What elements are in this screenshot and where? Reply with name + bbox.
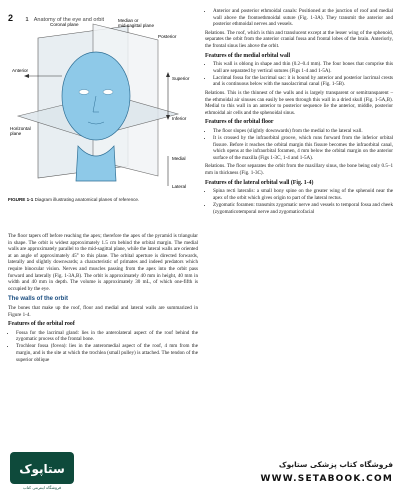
list-item: • Spina recti lateralis: a small bony spine on the greater wing of the sphenoid near the apex of the orbit which gives origin to part of the lateral rectus. [213,188,393,201]
floor-heading: Features of the orbital floor [205,119,274,126]
ethmoidal-list [205,8,393,28]
roof-heading: Features of the orbital roof [8,321,75,328]
website-link[interactable]: WWW.SETABOOK.COM [260,474,393,484]
list-item: • This wall is oblong in shape and thin (0.2–0.4 mm). The four bones that comprise this wall are separated by vertical sutures (Figs 1-4 and 1-5A). [213,61,393,74]
median-label-line1: Median or [118,18,139,23]
left-eye-shape [79,90,89,95]
inferior-arrowhead [166,115,170,120]
figure-caption-label: FIGURE 1-1 [8,197,34,202]
anterior-label: Anterior [12,68,29,73]
walls-heading: The walls of the orbit [8,296,69,303]
inferior-label: Inferior [172,116,187,121]
list-item: • Zygomatic foramen: transmits zygomatic nerve and vessels to temporal fossa and cheek (zygomaticotemporal nerve and zygomaticofacial [213,202,393,215]
medial-wall-heading: Features of the medial orbital wall [205,52,291,59]
list-item: • Lacrimal fossa for the lacrimal sac: it is bound by anterior and posterior lacrimal crests and is continuous below with the nasolacrimal canal (Fig. 1-5B). [213,75,393,88]
chapter-number: 1 [25,17,29,23]
right-eye-shape [103,90,113,95]
lateral-label: Lateral [172,184,187,189]
chapter-title: Anatomy of the eye and orbit [33,17,105,23]
superior-label: Superior [172,76,190,81]
shop-name: فروشگاه کتاب پزشکی ستابوک [278,460,393,469]
list-item: • The floor slopes (slightly downwards) from the medial to the lateral wall. [213,128,393,135]
posterior-label: Posterior [158,34,177,39]
list-item: • It is crossed by the infraorbital groove, which runs forward from the inferior orbital fissure. Before it reaches the orbital margin this fissure becomes the infraorbital canal, which opens at the infraorbital foramen, 4 mm below the orbital margin on the anterior surface of the maxilla (Figs 1-3C, 1-4 and 1-5A). [213,135,393,161]
anterior-arrowhead [24,74,29,78]
figure-caption [8,197,198,203]
walls-paragraph: The bones that make up the roof, floor and medial and lateral walls are summarized in Figure 1-4. [8,304,198,318]
roof-relations-paragraph: Relations. The roof, which is thin and translucent except at the lesser wing of the sphenoid, separates the orbit from the anterior cranial fossa and frontal lobes of the brain. Anteriorly, the frontal sinus lies above the orbit. [205,29,393,49]
lateral-wall-list [205,188,393,215]
list-item: • Trochlear fossa (fovea): lies in the anteromedial aspect of the roof, 4 mm from the margin, and is the site at which the trochlea (small pulley) is attached. The tendon of the superior oblique [16,343,198,363]
list-item: • Fossa for the lacrimal gland: lies in the anterolateral aspect of the roof behind the zygomatic process of the frontal bone. [16,330,198,343]
median-label-line2: mid-sagittal plane [118,23,155,28]
horizontal-plane-label [10,126,31,136]
medial-wall-list [205,61,393,88]
floor-relations-paragraph: Relations. The floor separates the orbit from the maxillary sinus, the bone being only 0.5–1 mm in thickness (Fig. 1-3C). [205,163,393,177]
superior-arrowhead [166,72,170,77]
setabook-logo [10,452,74,484]
coronal-plane-label: Coronal plane [50,22,79,27]
logo-subtitle: فروشگاه اینترنتی کتاب [22,485,62,490]
medial-label: Medial [172,156,186,161]
list-item: • Anterior and posterior ethmoidal canals: Positioned at the junction of roof and medial wall above the frontoethmoidal suture (Fig. 1-3A). They transmit the anterior and posterior ethmoidal nerves and vessels. [213,8,393,28]
medial-relations-paragraph: Relations. This is the thinnest of the walls and is largely transparent or semitransparent – the ethmoidal air sinuses can easily be seen through this wall in a dried skull (Fig. 1-5A,B). Medial to this wall in an anterior to posterior sequence lie the anterior, middle, posterior ethmoidal air cells and the sphenoidal sinus. [205,90,393,116]
right-text-column [205,8,393,217]
logo-mark [10,452,74,484]
logo-wordmark: ستاپوک [19,462,65,476]
lateral-wall-heading: Features of the lateral orbital wall (Fig. 1-4) [205,179,314,186]
median-plane-label [118,18,154,28]
horizontal-label-line1: Horizontal [10,126,31,131]
figure-caption-text: Diagram illustrating anatomical planes of reference. [34,197,140,202]
orbit-shape-paragraph: The floor tapers off before reaching the apex; therefore the apex of the pyramid is triangular in shape. The orbit is widest approximately 1.5 cm behind the orbital margin. The medial walls are approximately parallel to the mid-sagittal plane, while the lateral walls are oriented at an angle of approximately 45° to this plane. The orbital aperture is directed forwards, laterally and slightly downwards; a characteristic of primates and indeed predators which require binocular vision. Nerves and muscles passing from the apex into the orbit pass forward and laterally (Fig. 1-3A,B). The orbit is approximately 40 mm in height, 40 mm in width and 40 mm in depth. The volume is approximately 30 mL, of which one-fifth is occupied by the eye. [8,233,198,292]
page-number: 2 [8,13,14,23]
left-text-column [8,233,198,365]
floor-list [205,128,393,161]
horizontal-label-line2: plane [10,131,22,136]
roof-list [8,330,198,363]
anatomical-planes-figure [8,16,198,196]
